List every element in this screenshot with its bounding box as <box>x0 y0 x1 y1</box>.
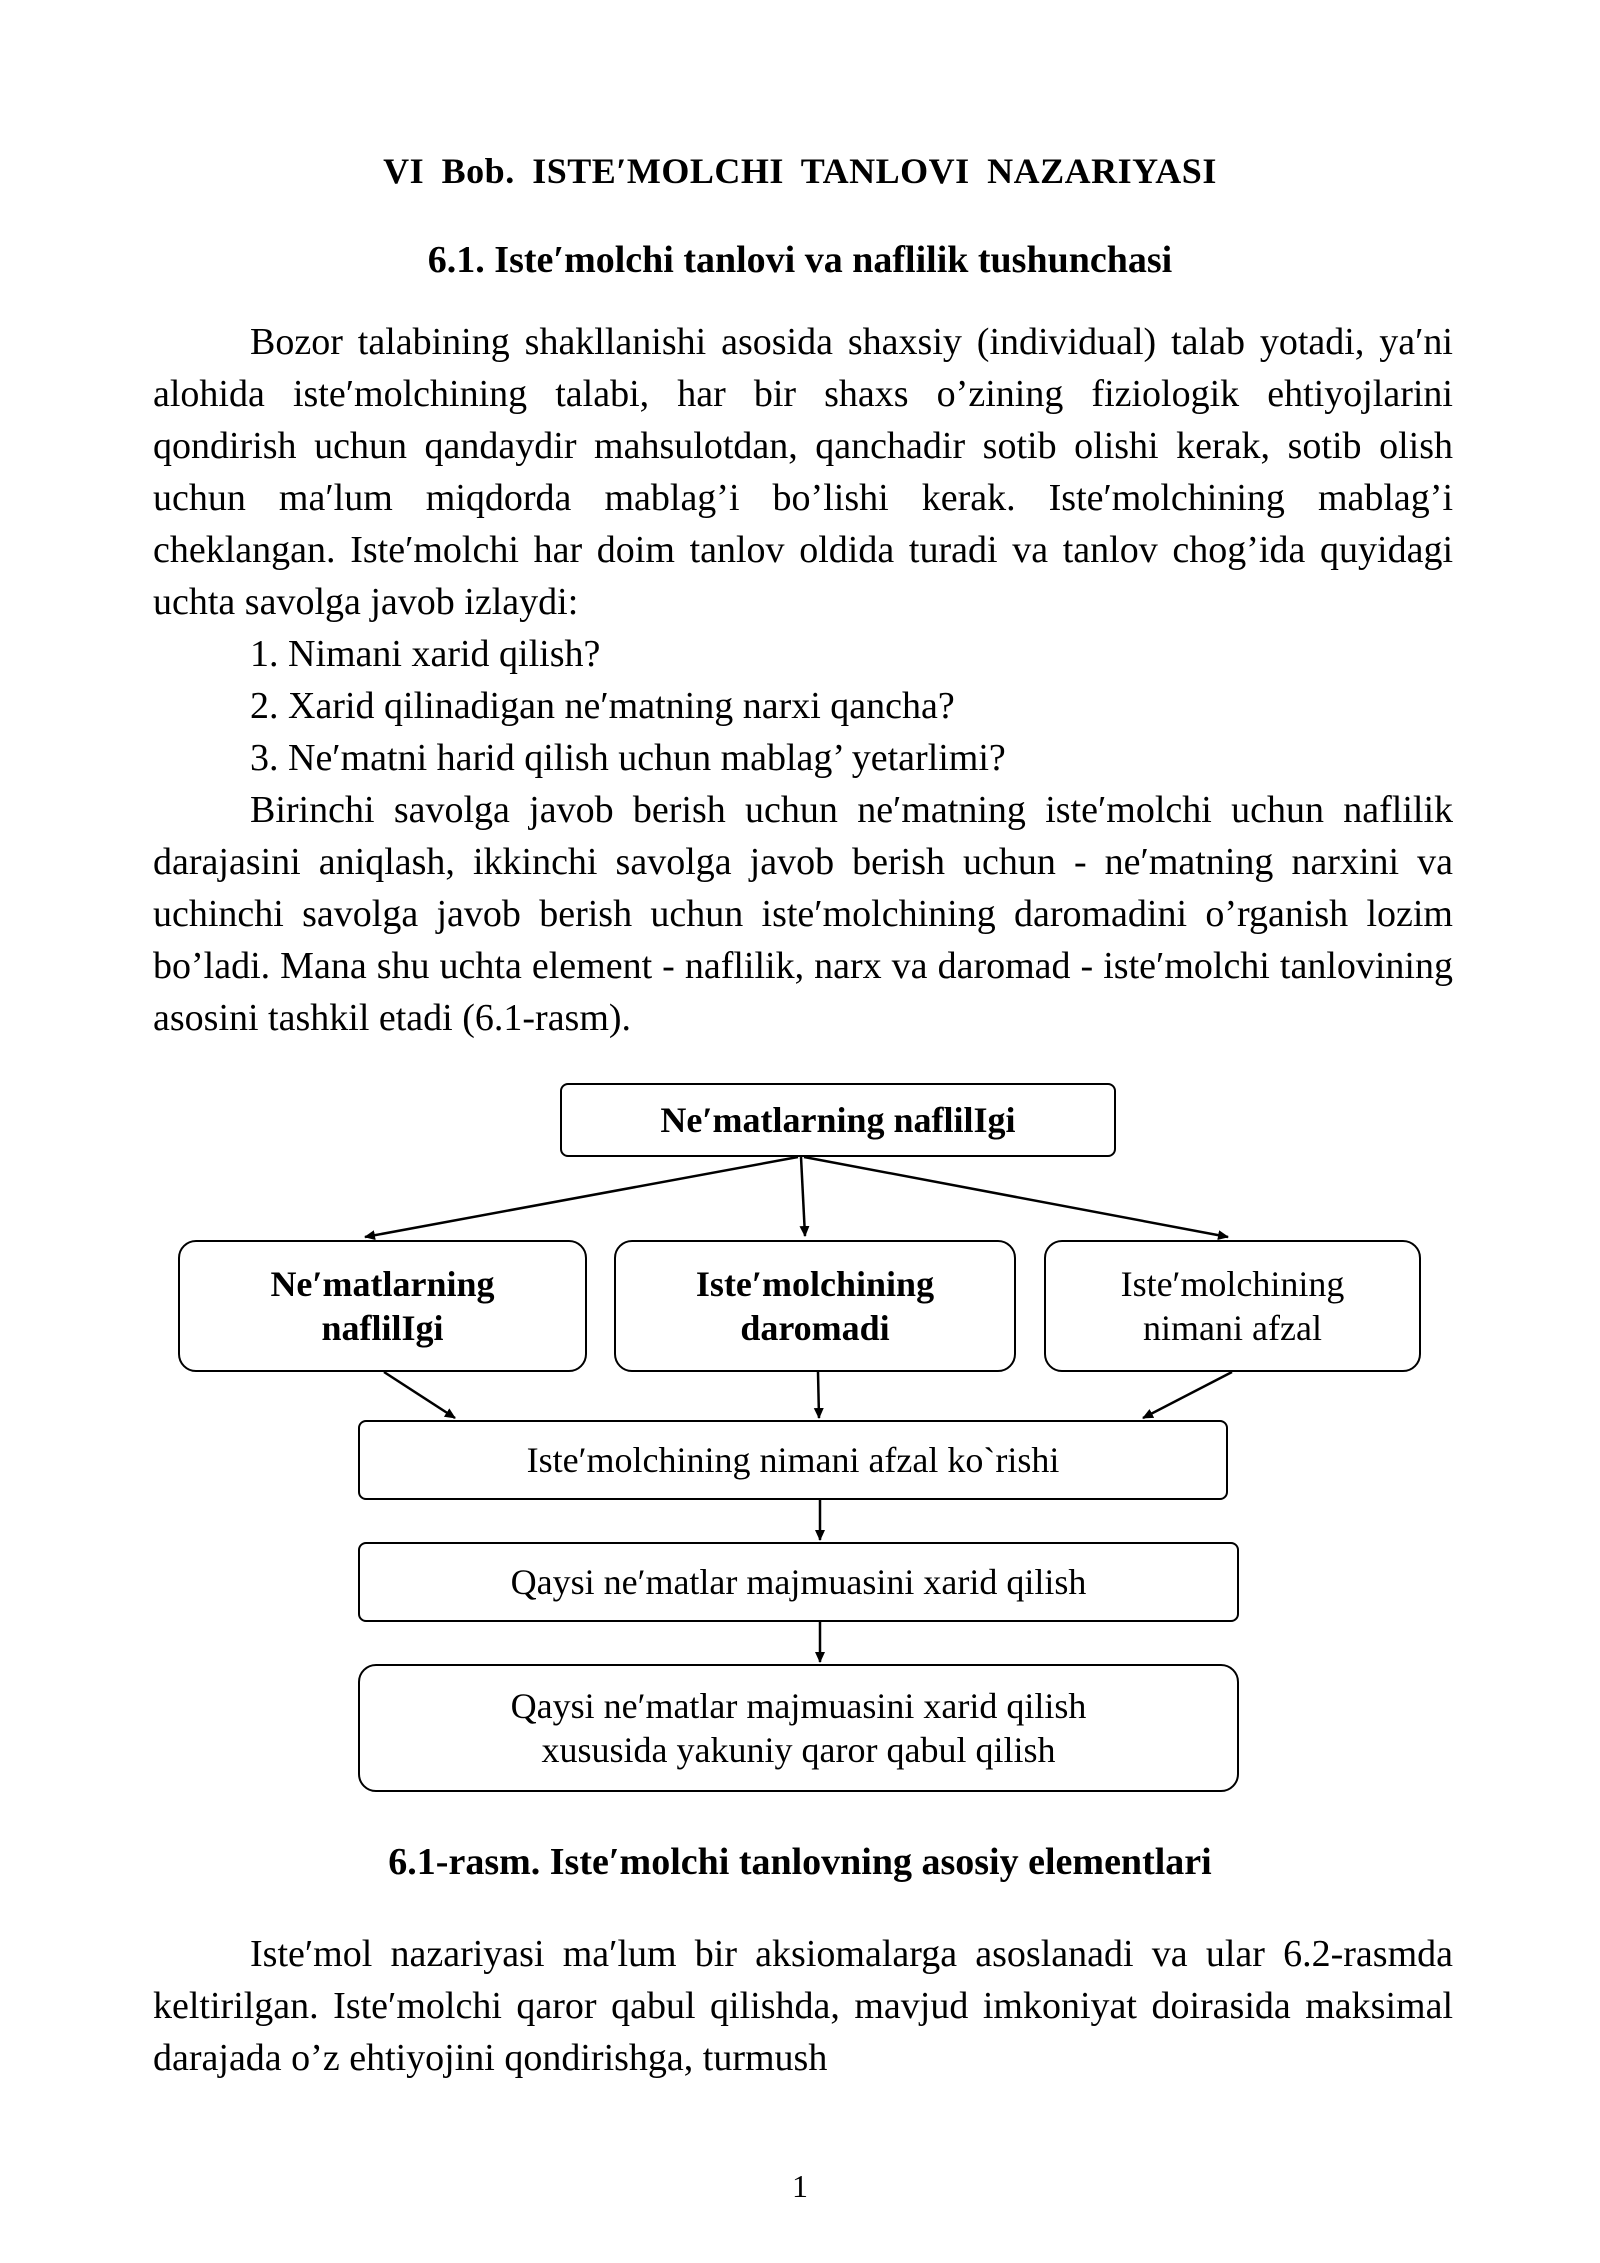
arrow-top-to-left <box>365 1157 798 1237</box>
final-decision-line2: xususida yakuniy qaror qabul qilish <box>541 1730 1056 1770</box>
section-title: 6.1. Iste′molchi tanlovi va naflilik tushunchasi <box>427 239 1173 281</box>
preference-result-label: Iste′molchining nimani afzal ko`rishi <box>526 1440 1060 1480</box>
goods-utility-line2: naflilIgi <box>321 1308 444 1348</box>
arrow-left-to-preference <box>384 1372 455 1418</box>
paragraph-1: Bozor talabining shakllanishi asosida shaxsiy (individual) talab yotadi, ya′ni alohida iste′molchining talabi, har bir shaxs o’zining fiziologik ehtiyojlarini qondirish uchun qandaydir mahsulotdan, qanchadir sotib olishi kerak, sotib olish uchun ma′lum miqdorda mablag’i bo’lishi kerak. Iste′molchining mablag’i cheklangan. Iste′molchi har doim tanlov oldida turadi va tanlov chog’ida quyidagi uchta savolga javob izlaydi: <box>153 321 1453 623</box>
question-3: 3. Ne′matni harid qilish uchun mablag’ yetarlimi? <box>250 737 1006 779</box>
top-utility-label: Ne′matlarning naflilIgi <box>660 1100 1016 1140</box>
final-decision-box <box>358 1664 1239 1792</box>
intro-text-block <box>153 316 1453 1044</box>
chapter-title: VI Bob. ISTE′MOLCHI TANLOVI NAZARIYASI <box>383 151 1217 191</box>
figure-caption: 6.1-rasm. Iste′molchi tanlovning asosiy elementlari <box>388 1841 1212 1883</box>
question-2: 2. Xarid qilinadigan ne′matning narxi qancha? <box>250 685 955 727</box>
question-1: 1. Nimani xarid qilish? <box>250 633 601 675</box>
preference-result-box <box>358 1420 1228 1500</box>
paragraph-3: Iste′mol nazariyasi ma′lum bir aksiomalarga asoslanadi va ular 6.2-rasmda keltirilgan. Iste′molchi qaror qabul qilishda, mavjud imkoniyat doirasida maksimal darajada o’z ehtiyojini qondirishga, turmush <box>153 1933 1453 2079</box>
consumer-preference-box <box>1044 1240 1421 1372</box>
paragraph-2: Birinchi savolga javob berish uchun ne′matning iste′molchi uchun naflilik darajasini aniqlash, ikkinchi savolga javob berish uchun - ne′matning narxini va uchinchi savolga javob berish uchun iste′molchining daromadini o’rganish lozim bo’ladi. Mana shu uchta element - naflilik, narx va daromad - iste′molchi tanlovining asosini tashkil etadi (6.1-rasm). <box>153 789 1453 1039</box>
consumer-income-line2: daromadi <box>740 1308 890 1348</box>
purchase-bundle-label: Qaysi ne′matlar majmuasini xarid qilish <box>510 1562 1087 1602</box>
goods-utility-line1: Ne′matlarning <box>270 1264 495 1304</box>
final-decision-line1: Qaysi ne′matlar majmuasini xarid qilish <box>510 1686 1087 1726</box>
page-number: 1 <box>792 2168 808 2204</box>
consumer-income-box <box>614 1240 1016 1372</box>
goods-utility-box <box>178 1240 587 1372</box>
top-utility-box <box>560 1083 1116 1157</box>
consumer-preference-line1: Iste′molchining <box>1120 1264 1345 1304</box>
arrow-right-to-preference <box>1143 1372 1232 1418</box>
consumer-preference-line2: nimani afzal <box>1143 1308 1322 1348</box>
arrow-center-to-preference <box>818 1372 819 1418</box>
purchase-bundle-box <box>358 1542 1239 1622</box>
arrow-top-to-center <box>801 1157 805 1236</box>
consumer-income-line1: Iste′molchining <box>695 1264 935 1304</box>
arrow-top-to-right <box>804 1157 1228 1237</box>
closing-text-block <box>153 1928 1453 2084</box>
